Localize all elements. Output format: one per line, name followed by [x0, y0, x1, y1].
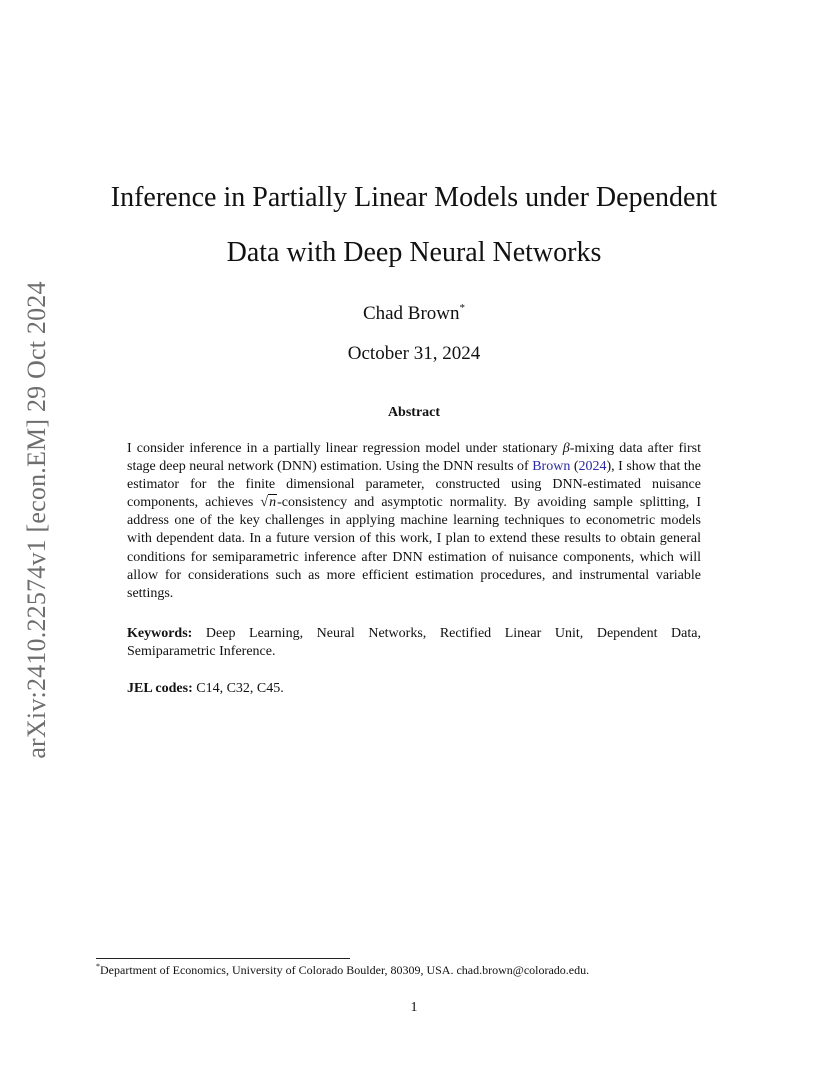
jel-codes-section: [127, 680, 701, 698]
abstract-part-2: -mixing data after first stage deep neural network (DNN) estimation. Using the DNN results of: [127, 441, 702, 475]
citation-open-paren: (: [570, 459, 579, 475]
page-number: 1: [410, 1000, 418, 1015]
beta-symbol: β: [562, 441, 570, 456]
abstract-heading: Abstract: [387, 405, 441, 420]
paper-date: October 31, 2024: [347, 343, 481, 364]
keywords-section: [127, 625, 701, 661]
jel-codes-label: JEL codes:: [127, 681, 193, 696]
keywords-label: Keywords:: [127, 626, 193, 641]
footnote-mark: *: [96, 962, 100, 971]
author-footnote-mark[interactable]: *: [459, 302, 466, 314]
abstract-part-1: I consider inference in a partially linear regression model under stationary: [127, 441, 563, 456]
abstract-part-4: -consistency and asymptotic normality. By avoiding sample splitting, I address one of the key challenges in applying machine learning techniques to econometric models with dependent data. In a future version of this work, I plan to extend these results to obtain general conditions for semiparametric inference after DNN estimation of nuisance components, which will allow for considerations such as more efficient estimation procedures, and instrumental variable settings.: [127, 495, 701, 601]
footnote-divider: [96, 958, 350, 959]
citation-year-link[interactable]: 2024: [578, 459, 607, 475]
sqrt-sign: √: [260, 495, 269, 511]
arxiv-identifier-stamp: arXiv:2410.22574v1 [econ.EM] 29 Oct 2024: [22, 281, 51, 759]
sqrt-variable: n: [269, 495, 277, 511]
sqrt-n-symbol: [260, 494, 277, 510]
author-name: Chad Brown: [362, 303, 460, 324]
paper-title: Inference in Partially Linear Models under Dependent Data with Deep Neural Networks: [110, 182, 718, 268]
abstract-text: [127, 440, 701, 603]
keywords-text: Deep Learning, Neural Networks, Rectified Linear Unit, Dependent Data, Semiparametric Inference.: [127, 626, 701, 660]
footnote-text: Department of Economics, University of Colorado Boulder, 80309, USA. chad.brown@colorado.edu.: [100, 963, 590, 977]
abstract-part-3: ), I show that the estimator for the finite dimensional parameter, constructed using DNN-estimated nuisance components, achieves: [127, 459, 702, 511]
author-line: [96, 302, 732, 325]
jel-codes-text: C14, C32, C45.: [192, 681, 284, 696]
citation-author-link[interactable]: Brown: [532, 459, 571, 475]
footnote: [96, 962, 732, 978]
